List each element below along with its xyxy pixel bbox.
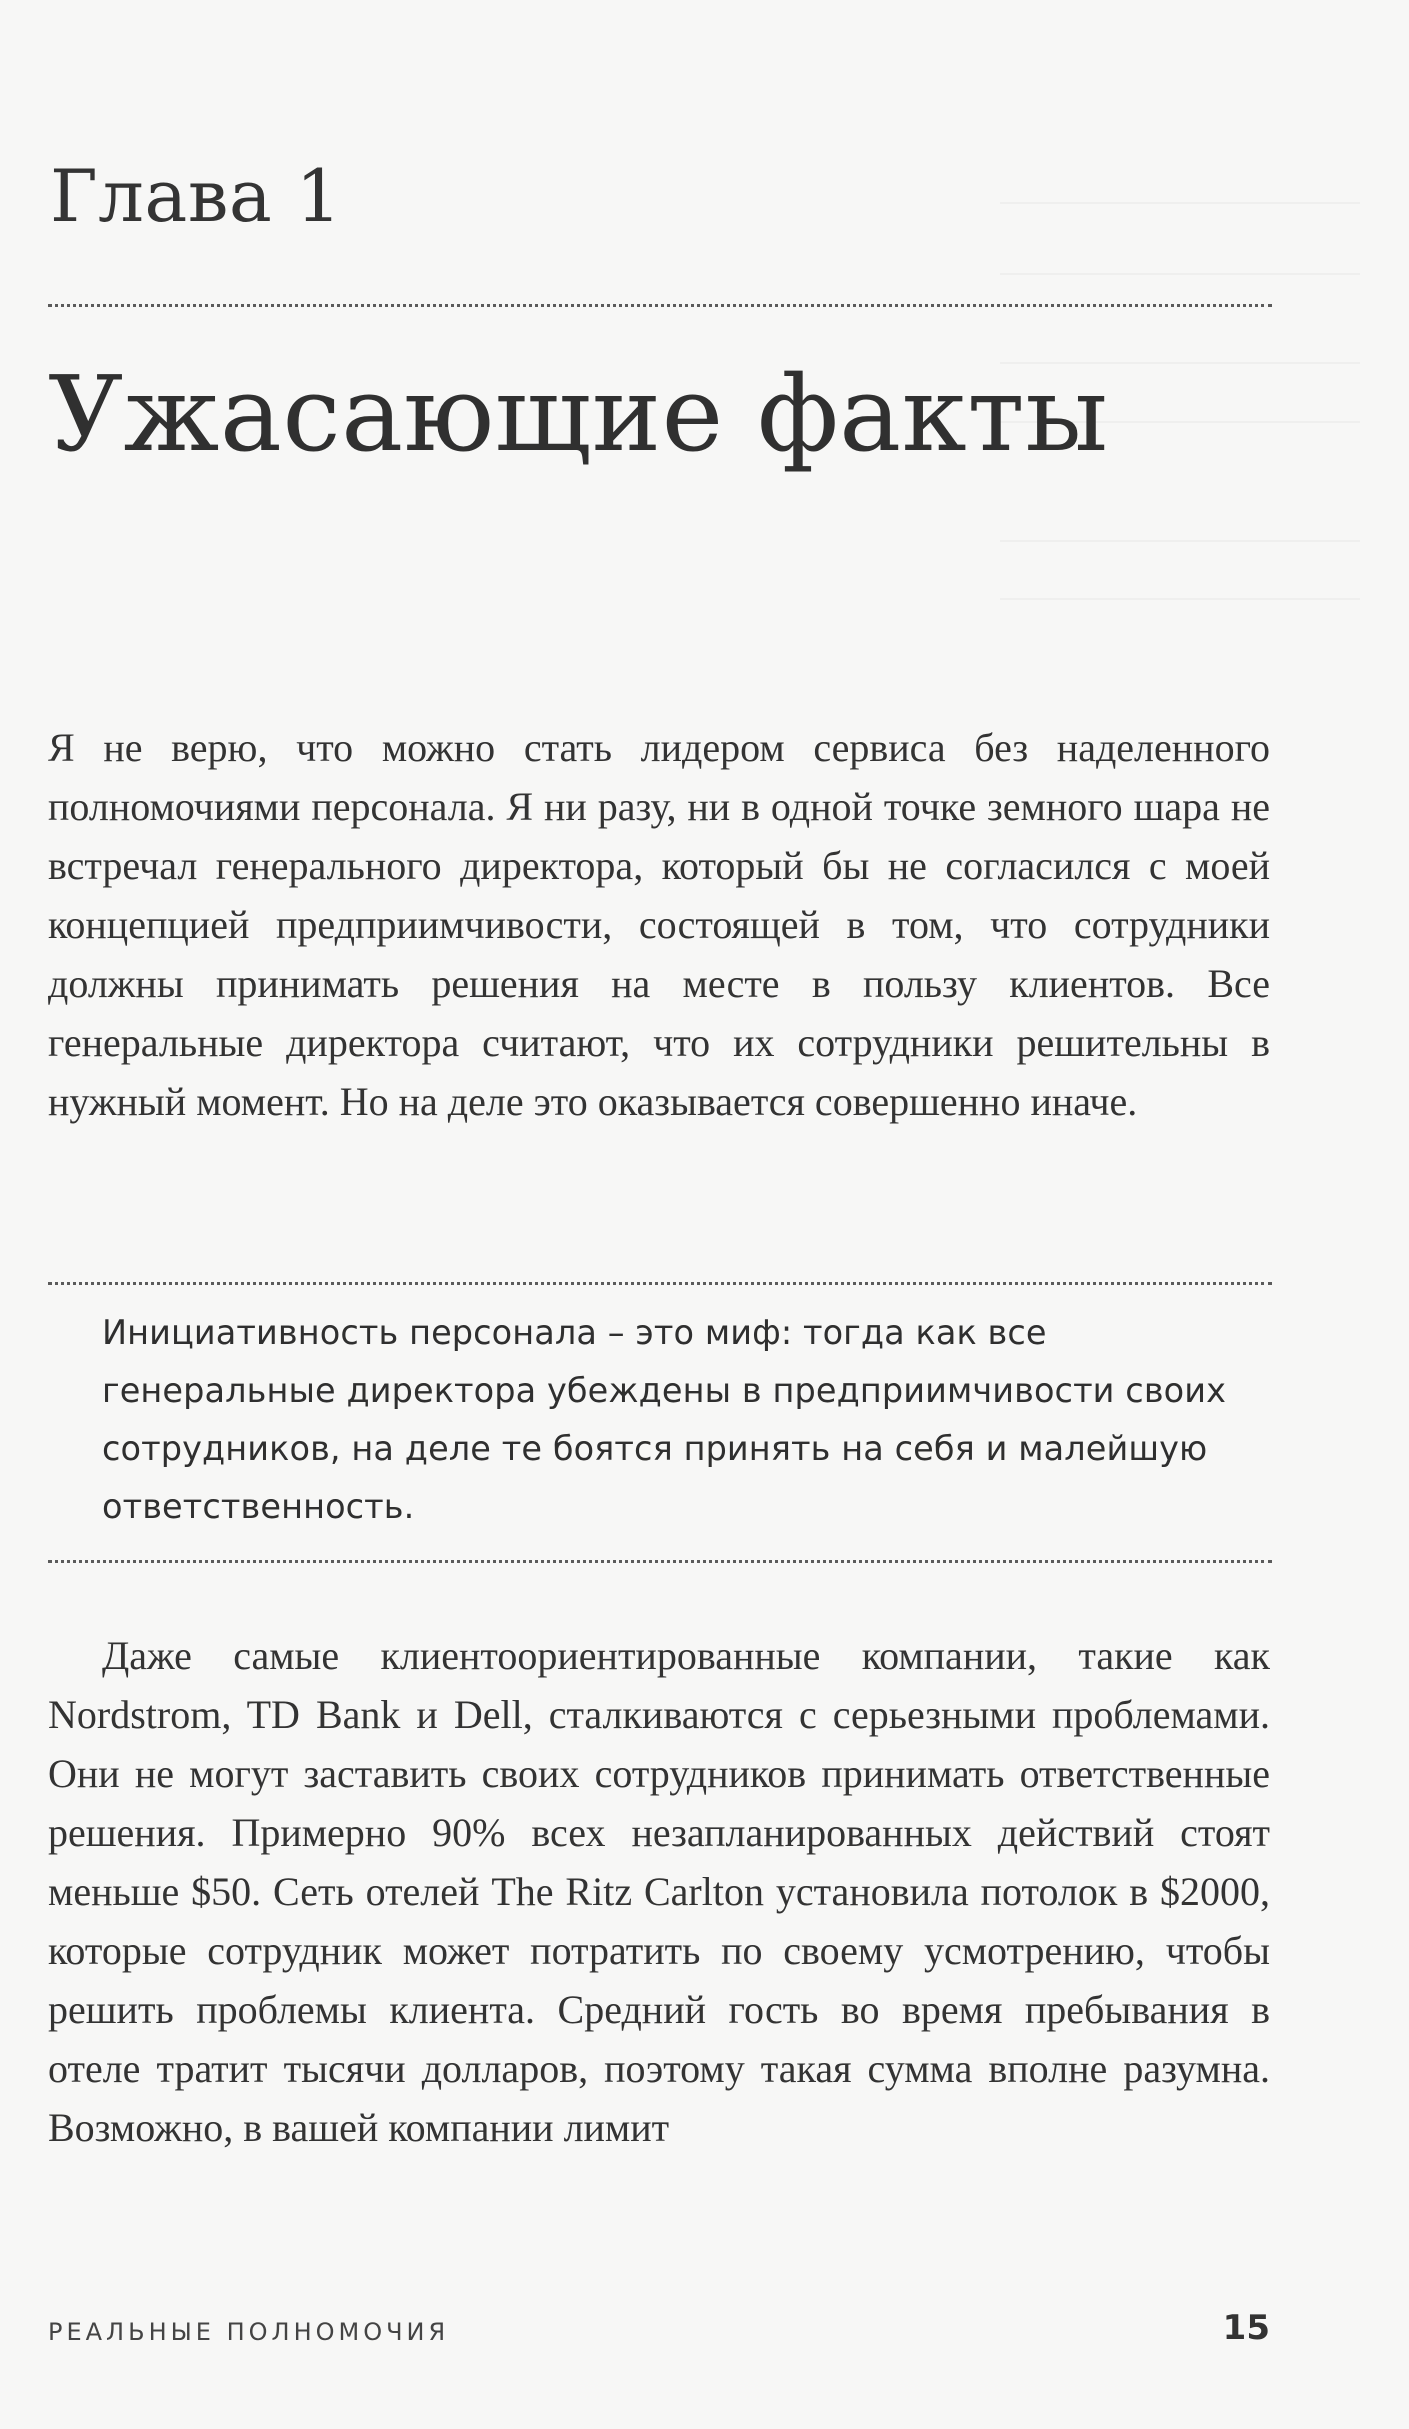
main-paragraph: Даже самые клиентоориентированные компании, такие как Nordstrom, TD Bank и Dell, сталкиваются с серьезными проблемами. Они не могут заставить своих сотрудников принимать ответственные решения. Примерно 90% всех незапланированных действий стоят меньше $50. Сеть отелей The Ritz Carlton установила потолок в $2000, которые сотрудник может потратить по своему усмотрению, чтобы решить проблемы клиента. Средний гость во время пребывания в отеле тратит тысячи долларов, поэтому такая сумма вполне разумна. Возможно, в вашей компании лимит (48, 1633, 1270, 2150)
bleed-through-line (1000, 202, 1360, 204)
pull-quote: Инициативность персонала – это миф: тогда как все генеральные директора убеждены в предприимчивости своих сотрудников, на деле те боятся принять на себя и малейшую ответственность. (102, 1313, 1227, 1526)
quote-bottom-divider (48, 1560, 1272, 1563)
bleed-through-line (1000, 598, 1360, 600)
chapter-label: Глава 1 (50, 154, 342, 238)
page-number: 15 (1222, 2308, 1270, 2348)
intro-paragraph: Я не верю, что можно стать лидером сервиса без наделенного полномочиями персонала. Я ни разу, ни в одной точке земного шара не встречал генерального директора, который бы не согласился с моей концепцией предприимчивости, состоящей в том, что сотрудники должны принимать решения на месте в пользу клиентов. Все генеральные директора считают, что их сотрудники решительны в нужный момент. Но на деле это оказывается совершенно иначе. (48, 725, 1270, 1124)
quote-top-divider (48, 1282, 1272, 1285)
chapter-title: Ужасающие факты (48, 353, 1109, 475)
running-footer-title: РЕАЛЬНЫЕ ПОЛНОМОЧИЯ (48, 2318, 450, 2346)
chapter-title-divider (48, 304, 1272, 307)
bleed-through-line (1000, 273, 1360, 275)
bleed-through-line (1000, 540, 1360, 542)
